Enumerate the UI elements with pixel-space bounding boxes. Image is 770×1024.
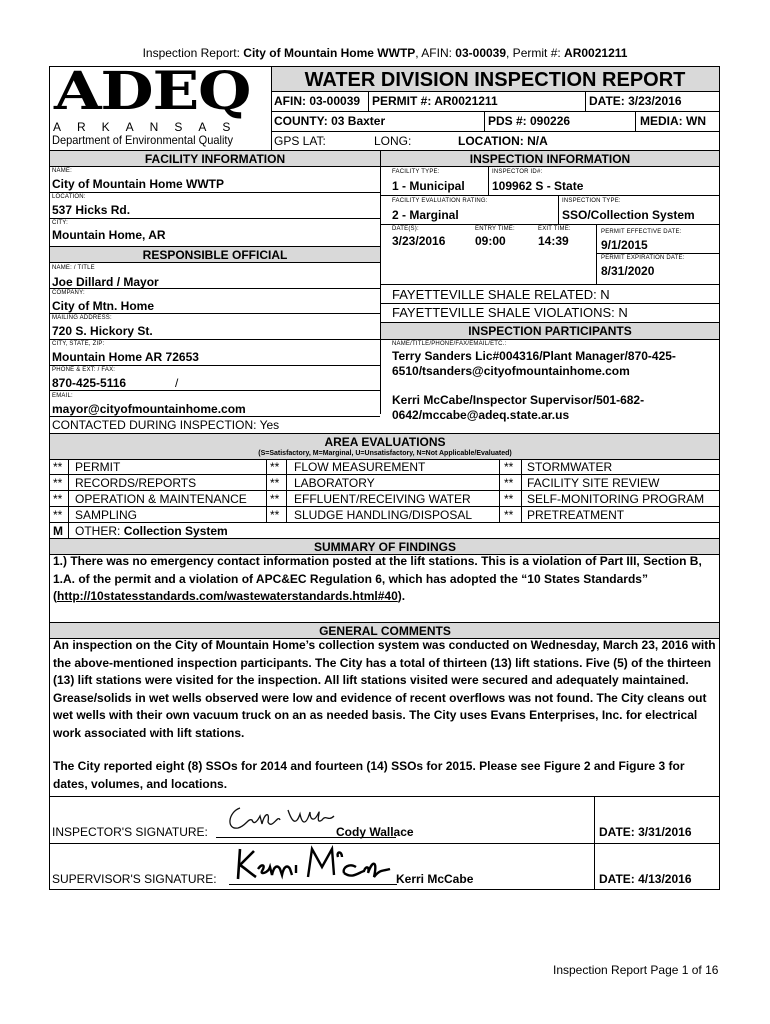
report-afin: AFIN: 03-00039: [274, 94, 361, 108]
header-prefix: Inspection Report:: [142, 46, 240, 60]
header-permit-label: , Permit #:: [506, 46, 561, 60]
participant-2-line2: 0642/mccabe@adeq.state.ar.us: [392, 408, 570, 422]
facility-location: 537 Hicks Rd.: [52, 203, 131, 217]
inspection-type-label: INSPECTION TYPE:: [562, 198, 621, 204]
logo-dept: Department of Environmental Quality: [52, 133, 234, 147]
area-code: **: [53, 492, 63, 506]
page-footer: Inspection Report Page 1 of 16: [553, 963, 719, 977]
rating-label: FACILITY EVALUATION RATING:: [392, 198, 488, 204]
area-label: SAMPLING: [75, 508, 138, 522]
area-label: PERMIT: [75, 460, 121, 474]
comments-paragraph-1: An inspection on the City of Mountain Home’s collection system was conducted on Wednesday, March 23, 2016 with the above-mentioned inspection participants. The City has a total of thirteen (13) lift stations. Five (5) of the thirteen (13) lift stations were visited for the inspection. All lift stations visited were secured and adequately maintained. Grease/solids in wet wells observed were low and evidence of recent overflows was not found. The City cleans out wet wells with their own vacuum truck on an as needed basis. The City uses Evans Enterprises, Inc. for electrical work associated with lift stations.: [53, 638, 716, 740]
area-code: **: [270, 508, 280, 522]
facility-section-title: FACILITY INFORMATION: [144, 152, 286, 166]
shale-related: FAYETTEVILLE SHALE RELATED: N: [392, 287, 610, 302]
area-other: OTHER: Collection System: [75, 524, 228, 538]
facility-type: 1 - Municipal: [392, 179, 465, 193]
participant-1-line2: 6510/tsanders@cityofmountainhome.com: [392, 364, 630, 378]
official-name-label: NAME: / TITLE: [52, 265, 95, 271]
official-company: City of Mtn. Home: [52, 299, 154, 313]
official-contacted: CONTACTED DURING INSPECTION: Yes: [52, 418, 280, 432]
inspector-signature-image: [218, 800, 348, 840]
dates-label: DATE(S):: [392, 226, 419, 232]
report-county: COUNTY: 03 Baxter: [274, 114, 386, 128]
facility-city-label: CITY:: [52, 220, 69, 226]
participants-section-title: INSPECTION PARTICIPANTS: [468, 324, 632, 338]
participant-2-line1: Kerri McCabe/Inspector Supervisor/501-682-: [392, 393, 645, 407]
exit-time-label: EXIT TIME:: [538, 226, 571, 232]
area-code: **: [53, 508, 63, 522]
report-permit: PERMIT #: AR0021211: [372, 94, 498, 108]
inspection-dates: 3/23/2016: [392, 234, 446, 248]
rating-value: 2 - Marginal: [392, 208, 459, 222]
area-label: PRETREATMENT: [527, 508, 625, 522]
area-other-code: M: [53, 524, 63, 538]
area-code: **: [270, 492, 280, 506]
entry-time: 09:00: [475, 234, 506, 248]
inspection-section-title: INSPECTION INFORMATION: [469, 152, 631, 166]
exit-time: 14:39: [538, 234, 569, 248]
area-code: **: [504, 476, 514, 490]
report-date: DATE: 3/23/2016: [589, 94, 682, 108]
area-label: FACILITY SITE REVIEW: [527, 476, 660, 490]
report-media: MEDIA: WN: [640, 114, 706, 128]
area-code: **: [53, 460, 63, 474]
permit-effective-date: 9/1/2015: [601, 238, 648, 252]
findings-section-title: SUMMARY OF FINDINGS: [313, 540, 456, 554]
permit-effective-label: PERMIT EFFECTIVE DATE:: [601, 229, 682, 235]
official-csz-label: CITY, STATE, ZIP:: [52, 341, 105, 347]
area-section-title: AREA EVALUATIONS: [324, 435, 446, 449]
area-code: **: [504, 460, 514, 474]
supervisor-name: Kerri McCabe: [396, 872, 474, 886]
findings-text: 1.) There was no emergency contact information posted at the lift stations. This is a violation of Part III, Section B, 1.A. of the permit and a violation of APC&EC Regulation 6, which has adopted the “10 States Standards” (http://10statesstandards.com/wastewaterstandards.html#40).: [53, 554, 702, 603]
supervisor-signature-image: [232, 843, 402, 885]
facility-city: Mountain Home, AR: [52, 228, 166, 242]
supervisor-signature-label: SUPERVISOR'S SIGNATURE:: [52, 872, 217, 886]
area-code: **: [53, 476, 63, 490]
report-location: LOCATION: N/A: [458, 134, 548, 148]
official-phone-label: PHONE & EXT: / FAX:: [52, 367, 116, 373]
facility-location-label: LOCATION:: [52, 194, 86, 200]
inspector-name: Cody Wallace: [336, 825, 414, 839]
shale-violations: FAYETTEVILLE SHALE VIOLATIONS: N: [392, 305, 628, 320]
area-label: OPERATION & MAINTENANCE: [75, 492, 247, 506]
area-code: **: [504, 492, 514, 506]
area-label: EFFLUENT/RECEIVING WATER: [294, 492, 471, 506]
area-label: RECORDS/REPORTS: [75, 476, 197, 490]
area-label: FLOW MEASUREMENT: [294, 460, 426, 474]
official-mailing-label: MAILING ADDRESS:: [52, 315, 112, 321]
report-long: LONG:: [374, 134, 412, 148]
official-phone: 870-425-5116: [52, 376, 127, 390]
inspector-signature-label: INSPECTOR'S SIGNATURE:: [52, 825, 208, 839]
header-facility: City of Mountain Home WWTP: [243, 46, 416, 60]
report-pds: PDS #: 090226: [488, 114, 571, 128]
report-gps-lat: GPS LAT:: [274, 134, 326, 148]
official-csz: Mountain Home AR 72653: [52, 350, 199, 364]
header-afin-label: , AFIN:: [415, 46, 456, 60]
official-email: mayor@cityofmountainhome.com: [52, 402, 246, 416]
facility-name: City of Mountain Home WWTP: [52, 177, 224, 191]
participant-1-line1: Terry Sanders Lic#004316/Plant Manager/870-425-: [392, 349, 676, 363]
area-label: SLUDGE HANDLING/DISPOSAL: [294, 508, 473, 522]
supervisor-date: DATE: 4/13/2016: [599, 872, 692, 886]
facility-type-label: FACILITY TYPE:: [392, 169, 440, 175]
facility-name-label: NAME:: [52, 168, 73, 174]
official-phone-sep: /: [175, 376, 179, 390]
document-header: [0, 46, 770, 60]
official-email-label: EMAIL:: [52, 393, 73, 399]
official-mailing: 720 S. Hickory St.: [52, 324, 153, 338]
official-section-title: RESPONSIBLE OFFICIAL: [142, 248, 288, 262]
area-label: STORMWATER: [527, 460, 613, 474]
logo-state: ARKANSAS: [53, 120, 247, 134]
area-label: LABORATORY: [294, 476, 375, 490]
area-code: **: [504, 508, 514, 522]
official-name: Joe Dillard / Mayor: [52, 275, 159, 289]
adeq-logo: ADEQ: [54, 61, 251, 122]
area-label: SELF-MONITORING PROGRAM: [527, 492, 705, 506]
inspector-id: 109962 S - State: [492, 179, 584, 193]
area-legend: (S=Satisfactory, M=Marginal, U=Unsatisfactory, N=Not Applicable/Evaluated): [258, 450, 512, 457]
inspector-date: DATE: 3/31/2016: [599, 825, 692, 839]
report-title: WATER DIVISION INSPECTION REPORT: [304, 69, 686, 91]
comments-section-title: GENERAL COMMENTS: [319, 624, 451, 638]
area-code: **: [270, 476, 280, 490]
comments-paragraph-2: The City reported eight (8) SSOs for 2014 and fourteen (14) SSOs for 2015. Please see Figure 2 and Figure 3 for dates, volumes, and locations.: [53, 759, 685, 791]
permit-expiration-date: 8/31/2020: [601, 264, 655, 278]
entry-time-label: ENTRY TIME:: [475, 226, 515, 232]
header-afin: 03-00039: [455, 46, 507, 60]
header-permit: AR0021211: [564, 46, 628, 60]
inspector-id-label: INSPECTOR ID#:: [492, 169, 543, 175]
findings-link[interactable]: http://10statesstandards.com/wastewaterstandards.html#40: [57, 589, 398, 603]
permit-expiration-label: PERMIT EXPIRATION DATE:: [601, 255, 685, 261]
participants-label: NAME/TITLE/PHONE/FAX/EMAIL/ETC.:: [392, 341, 507, 347]
area-code: **: [270, 460, 280, 474]
inspection-type: SSO/Collection System: [562, 208, 695, 222]
official-company-label: COMPANY:: [52, 290, 85, 296]
